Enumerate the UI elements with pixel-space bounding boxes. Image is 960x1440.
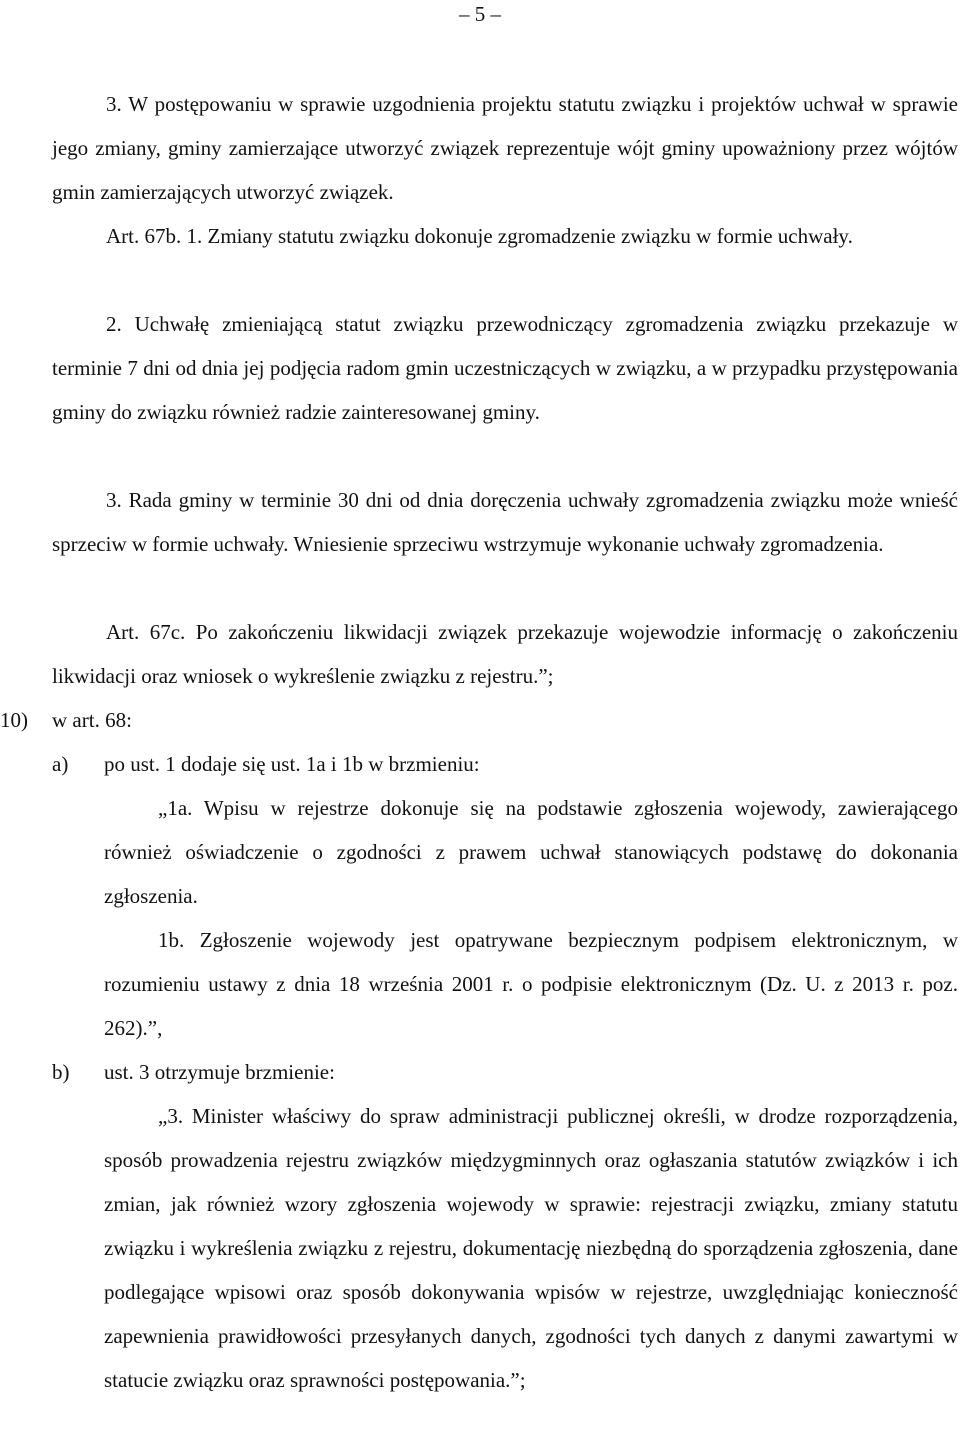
paragraph-text: 3. Rada gminy w terminie 30 dni od dnia doręczenia uchwały zgromadzenia związku może wnieść sprzeciw w formie uchwały. Wniesienie sprzeciwu wstrzymuje wykonanie uchwały zgromadzenia.: [52, 488, 958, 556]
paragraph-text: „3. Minister właściwy do spraw administracji publicznej określi, w drodze rozporządzenia, sposób prowadzenia rejestru związków międzygminnych oraz ogłaszania statutów związków i ich zmian, jak również wzory zgłoszenia wojewody w sprawie: rejestracji związku, zmiany statutu związku i wykreślenia związku z rejestru, dokumentację niezbędną do sporządzenia zgłoszenia, dane podlegające wpisowi oraz sposób dokonywania wpisów w rejestrze, uwzględniając konieczność zapewnienia prawidłowości przesyłanych danych, zgodności tych danych z danymi zawartymi w statucie związku oraz sprawności postępowania.”;: [104, 1104, 958, 1392]
point-number: 10): [0, 708, 28, 732]
art67b-paragraph-1: [52, 214, 958, 258]
art67c-paragraph: [52, 610, 958, 698]
paragraph-text: 1b. Zgłoszenie wojewody jest opatrywane bezpiecznym podpisem elektronicznym, w rozumieniu ustawy z dnia 18 września 2001 r. o podpisie elektronicznym (Dz. U. z 2013 r. poz. 262).”,: [104, 928, 958, 1040]
paragraph-text: Art. 67c. Po zakończeniu likwidacji związek przekazuje wojewodzie informację o zakończeniu likwidacji oraz wniosek o wykreślenie związku z rejestru.”;: [52, 620, 958, 688]
paragraph-text: 3. W postępowaniu w sprawie uzgodnienia projektu statutu związku i projektów uchwał w sprawie jego zmiany, gminy zamierzające utworzyć związek reprezentuje wójt gminy upoważniony przez wójtów gmin zamierzających utworzyć związek.: [52, 92, 958, 204]
paragraph-text: 2. Uchwałę zmieniającą statut związku przewodniczący zgromadzenia związku przekazuje w terminie 7 dni od dnia jej podjęcia radom gmin uczestniczących w związku, a w przypadku przystępowania gminy do związku również radzie zainteresowanej gminy.: [52, 312, 958, 424]
art67b-paragraph-3: [52, 478, 958, 566]
letter-text-b: ust. 3 otrzymuje brzmienie:: [104, 1060, 335, 1084]
point-text: w art. 68:: [52, 708, 132, 732]
letter-text-a: po ust. 1 dodaje się ust. 1a i 1b w brzmieniu:: [104, 752, 480, 776]
letter-label-b: b): [52, 1060, 70, 1084]
quoted-paragraph-1b: [104, 918, 958, 1050]
quoted-paragraph-1a: [104, 786, 958, 918]
art67b-paragraph-2: [52, 302, 958, 434]
paragraph-text: Art. 67b. 1. Zmiany statutu związku dokonuje zgromadzenie związku w formie uchwały.: [106, 224, 853, 248]
art67a-paragraph-3: [52, 82, 958, 214]
letter-label-a: a): [52, 752, 69, 776]
paragraph-text: „1a. Wpisu w rejestrze dokonuje się na podstawie zgłoszenia wojewody, zawierającego również oświadczenie o zgodności z prawem uchwał stanowiących podstawę do dokonania zgłoszenia.: [104, 796, 958, 908]
quoted-paragraph-3: [104, 1094, 958, 1402]
page-number: – 5 –: [459, 2, 501, 26]
